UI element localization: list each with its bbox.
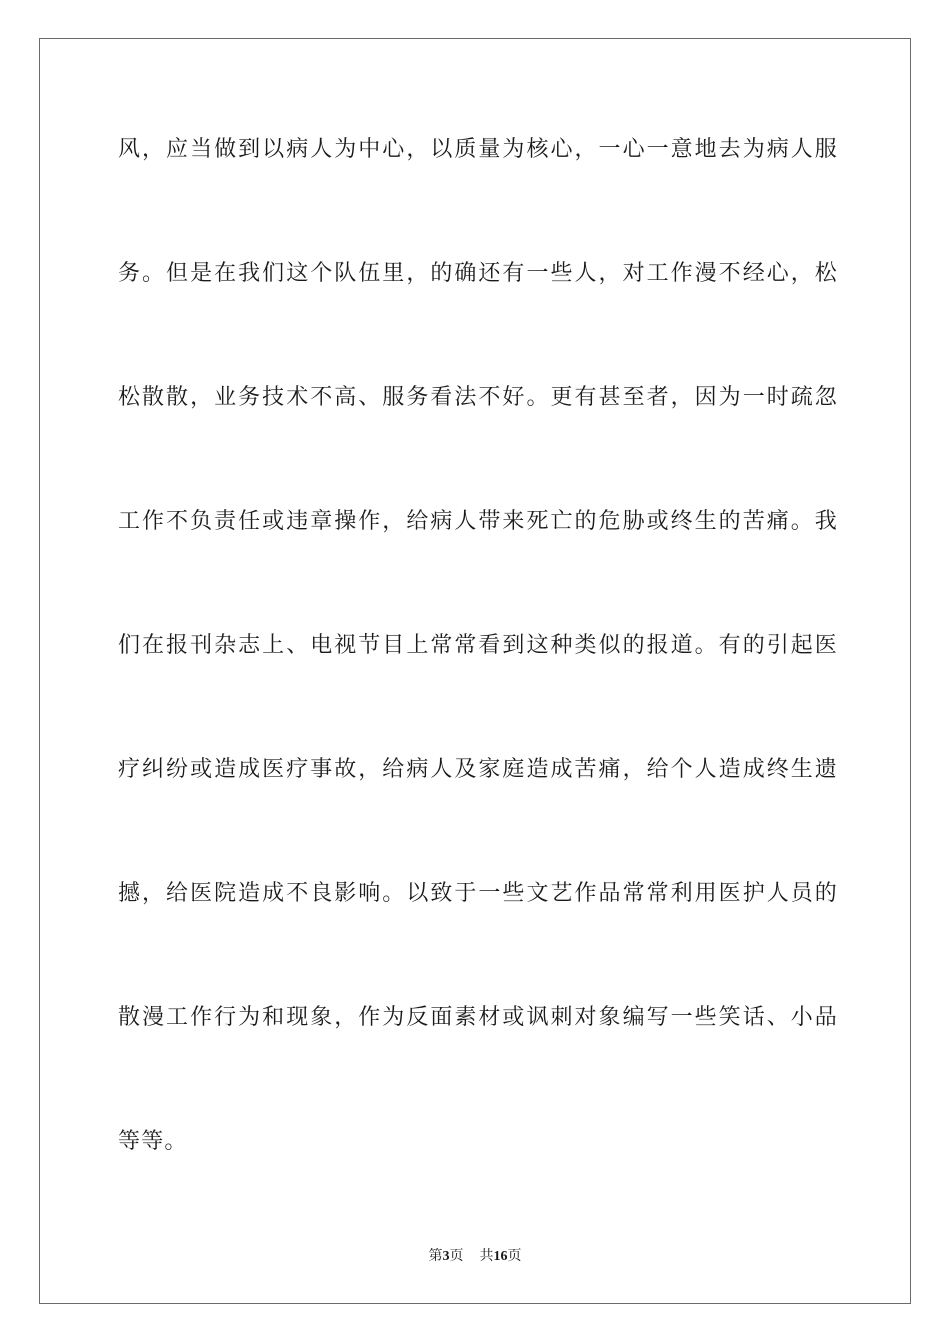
page-footer — [0, 1246, 950, 1267]
total-suffix: 页 — [507, 1248, 522, 1264]
total-pages: 16 — [493, 1249, 508, 1264]
text-line: 松散散，业务技术不高、服务看法不好。更有甚至者，因为一时疏忽 — [118, 385, 838, 410]
page-number: 3 — [442, 1249, 450, 1264]
text-line: 散漫工作行为和现象，作为反面素材或讽刺对象编写一些笑话、小品 — [118, 1005, 838, 1030]
text-line: 风，应当做到以病人为中心，以质量为核心，一心一意地去为病人服 — [118, 137, 838, 162]
text-line: 疗纠纷或造成医疗事故，给病人及家庭造成苦痛，给个人造成终生遗 — [118, 757, 838, 782]
document-body — [118, 128, 838, 1244]
text-line: 工作不负责任或违章操作，给病人带来死亡的危胁或终生的苦痛。我 — [118, 509, 838, 534]
page-suffix: 页 — [449, 1248, 464, 1264]
page-prefix: 第 — [428, 1248, 443, 1264]
text-line: 撼，给医院造成不良影响。以致于一些文艺作品常常利用医护人员的 — [118, 881, 838, 906]
text-line-last: 等等。 — [118, 1129, 188, 1154]
text-line: 务。但是在我们这个队伍里，的确还有一些人，对工作漫不经心，松 — [118, 261, 838, 286]
text-line: 们在报刊杂志上、电视节目上常常看到这种类似的报道。有的引起医 — [118, 633, 838, 658]
total-prefix: 共 — [479, 1248, 494, 1264]
